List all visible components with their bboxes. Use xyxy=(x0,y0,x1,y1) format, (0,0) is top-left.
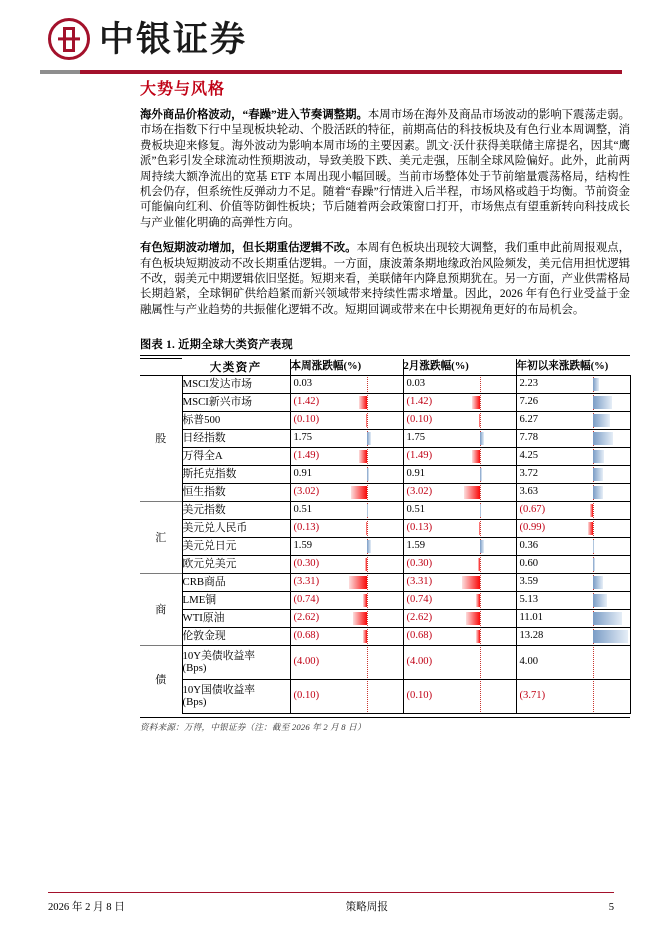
cell-value: 1.75 xyxy=(293,432,313,443)
asset-group-label: 股 xyxy=(155,433,167,445)
cell-bar-axis xyxy=(480,413,482,428)
asset-name: WTI原油 xyxy=(182,609,290,627)
cell-value: 0.51 xyxy=(293,504,313,515)
paragraph-2-lead: 有色短期波动增加，但长期重估逻辑不改。 xyxy=(140,242,357,255)
cell-bar-axis xyxy=(480,395,482,410)
cell-bar-axis xyxy=(480,557,482,572)
cell-value: 0.36 xyxy=(519,540,539,551)
cell-month-change xyxy=(403,501,516,519)
cell-week-change xyxy=(290,519,403,537)
cell-data-bar xyxy=(476,594,480,607)
cell-data-bar xyxy=(367,432,371,445)
asset-name: 美元兑日元 xyxy=(182,537,290,555)
cell-bar-axis xyxy=(367,449,369,464)
cell-bar-axis xyxy=(367,395,369,410)
cell-data-bar xyxy=(367,468,369,481)
cell-bar-axis xyxy=(480,377,482,392)
asset-name: LME铜 xyxy=(182,591,290,609)
cell-value: (0.74) xyxy=(293,594,320,605)
cell-data-bar xyxy=(363,594,367,607)
cell-value: 3.72 xyxy=(519,468,539,479)
cell-week-change xyxy=(290,591,403,609)
cell-bar-axis xyxy=(593,681,595,712)
cell-data-bar xyxy=(462,576,479,589)
cell-ytd-change xyxy=(516,519,630,537)
cell-value: (0.10) xyxy=(293,690,320,701)
cell-ytd-change xyxy=(516,465,630,483)
table-row xyxy=(140,501,630,519)
cell-bar-axis xyxy=(480,449,482,464)
cell-bar-axis xyxy=(593,647,595,678)
cell-month-change xyxy=(403,573,516,591)
cell-bar-axis xyxy=(480,629,482,644)
paragraph-1-lead: 海外商品价格波动，“春躁”进入节奏调整期。 xyxy=(140,109,368,121)
cell-value: (0.30) xyxy=(406,558,433,569)
asset-name: MSCI发达市场 xyxy=(182,375,290,393)
cell-month-change xyxy=(403,375,516,393)
table-row xyxy=(140,465,630,483)
cell-value: 0.60 xyxy=(519,558,539,569)
table-body xyxy=(140,375,630,713)
cell-ytd-change xyxy=(516,591,630,609)
exhibit-block xyxy=(140,336,630,733)
cell-value: (3.31) xyxy=(406,576,433,587)
cell-bar-axis xyxy=(480,647,482,678)
cell-week-change xyxy=(290,483,403,501)
cell-data-bar xyxy=(363,630,367,643)
asset-name: 10Y美债收益率 (Bps) xyxy=(182,645,290,679)
cell-month-change xyxy=(403,627,516,645)
cell-data-bar xyxy=(365,558,367,571)
table-row xyxy=(140,645,630,679)
cell-bar-axis xyxy=(367,557,369,572)
cell-month-change xyxy=(403,519,516,537)
col-header-month: 2月涨跌幅(%) xyxy=(403,359,516,376)
cell-month-change xyxy=(403,447,516,465)
brand-logo xyxy=(48,18,247,60)
cell-week-change xyxy=(290,555,403,573)
cell-value: 0.03 xyxy=(406,378,426,389)
cell-value: (0.10) xyxy=(293,414,320,425)
cell-data-bar xyxy=(593,486,602,499)
cell-week-change xyxy=(290,537,403,555)
cell-value: (3.71) xyxy=(519,690,546,701)
table-row xyxy=(140,591,630,609)
cell-data-bar xyxy=(466,612,480,625)
cell-month-change xyxy=(403,537,516,555)
cell-value: 0.51 xyxy=(406,504,426,515)
table-row xyxy=(140,573,630,591)
cell-value: 1.59 xyxy=(406,540,426,551)
cell-ytd-change xyxy=(516,537,630,555)
cell-ytd-change xyxy=(516,447,630,465)
cell-month-change xyxy=(403,679,516,713)
cell-bar-axis xyxy=(367,593,369,608)
cell-value: 6.27 xyxy=(519,414,539,425)
table-row xyxy=(140,375,630,393)
cell-value: 5.13 xyxy=(519,594,539,605)
cell-data-bar xyxy=(476,630,480,643)
cell-data-bar xyxy=(593,396,612,409)
header-rule-red xyxy=(80,70,622,74)
cell-data-bar xyxy=(359,450,367,463)
asset-name: 万得全A xyxy=(182,447,290,465)
table-row xyxy=(140,411,630,429)
cell-month-change xyxy=(403,465,516,483)
cell-value: 0.03 xyxy=(293,378,313,389)
cell-value: (1.49) xyxy=(293,450,320,461)
cell-value: 7.78 xyxy=(519,432,539,443)
cell-value: 4.00 xyxy=(519,656,539,667)
cell-week-change xyxy=(290,645,403,679)
col-header-asset-name: 大类资产 xyxy=(182,359,290,376)
cell-week-change xyxy=(290,429,403,447)
paragraph-2 xyxy=(140,241,630,318)
cell-data-bar xyxy=(479,522,480,535)
cell-value: 1.75 xyxy=(406,432,426,443)
footer-date: 2026 年 2 月 8 日 xyxy=(48,902,125,913)
cell-data-bar xyxy=(593,630,627,643)
cell-value: (3.31) xyxy=(293,576,320,587)
cell-ytd-change xyxy=(516,429,630,447)
asset-group-label: 债 xyxy=(140,645,182,713)
cell-bar-axis xyxy=(367,575,369,590)
cell-ytd-change xyxy=(516,609,630,627)
asset-name: 欧元兑美元 xyxy=(182,555,290,573)
footer-page: 5 xyxy=(608,902,614,913)
cell-month-change xyxy=(403,645,516,679)
asset-name: 美元指数 xyxy=(182,501,290,519)
cell-month-change xyxy=(403,429,516,447)
cell-data-bar xyxy=(590,504,594,517)
table-row xyxy=(140,519,630,537)
cell-value: (0.13) xyxy=(293,522,320,533)
cell-data-bar xyxy=(366,414,367,427)
cell-bar-axis xyxy=(367,681,369,712)
table-header xyxy=(140,359,630,376)
cell-data-bar xyxy=(478,558,480,571)
table-row xyxy=(140,393,630,411)
cell-week-change xyxy=(290,679,403,713)
cell-data-bar xyxy=(593,558,595,571)
cell-value: 7.26 xyxy=(519,396,539,407)
asset-name: 斯托克指数 xyxy=(182,465,290,483)
cell-data-bar xyxy=(464,486,480,499)
asset-name: 伦敦金现 xyxy=(182,627,290,645)
cell-bar-axis xyxy=(480,521,482,536)
cell-value: 0.91 xyxy=(293,468,313,479)
cell-data-bar xyxy=(367,504,368,517)
cell-ytd-change xyxy=(516,375,630,393)
asset-performance-table xyxy=(140,358,631,714)
cell-data-bar xyxy=(353,612,367,625)
cell-bar-axis xyxy=(593,521,595,536)
cell-value: (4.00) xyxy=(406,656,433,667)
cell-value: 4.25 xyxy=(519,450,539,461)
cell-month-change xyxy=(403,555,516,573)
cell-data-bar xyxy=(593,594,606,607)
table-row xyxy=(140,609,630,627)
cell-bar-axis xyxy=(480,485,482,500)
cell-data-bar xyxy=(593,576,602,589)
cell-week-change xyxy=(290,393,403,411)
cell-value: 1.59 xyxy=(293,540,313,551)
cell-ytd-change xyxy=(516,393,630,411)
cell-week-change xyxy=(290,627,403,645)
table-row xyxy=(140,627,630,645)
header-rule-grey xyxy=(40,70,80,74)
asset-name: 恒生指数 xyxy=(182,483,290,501)
cell-value: 2.23 xyxy=(519,378,539,389)
cell-week-change xyxy=(290,609,403,627)
asset-name: 美元兑人民币 xyxy=(182,519,290,537)
cell-bar-axis xyxy=(480,593,482,608)
table-row xyxy=(140,429,630,447)
cell-bar-axis xyxy=(593,503,595,518)
cell-value: (0.67) xyxy=(519,504,546,515)
cell-bar-axis xyxy=(367,629,369,644)
cell-month-change xyxy=(403,483,516,501)
cell-bar-axis xyxy=(480,575,482,590)
cell-bar-axis xyxy=(367,521,369,536)
cell-value: (0.30) xyxy=(293,558,320,569)
cell-bar-axis xyxy=(367,647,369,678)
cell-value: (0.99) xyxy=(519,522,546,533)
cell-bar-axis xyxy=(480,681,482,712)
cell-ytd-change xyxy=(516,411,630,429)
col-header-ytd: 年初以来涨跌幅(%) xyxy=(516,359,630,376)
cell-bar-axis xyxy=(480,611,482,626)
cell-data-bar xyxy=(480,468,482,481)
source-note: 资料来源：万得，中银证券（注：截至 2026 年 2 月 8 日） xyxy=(140,717,630,733)
cell-data-bar xyxy=(480,432,484,445)
cell-week-change xyxy=(290,501,403,519)
asset-name: 标普500 xyxy=(182,411,290,429)
cell-value: (4.00) xyxy=(293,656,320,667)
cell-week-change xyxy=(290,411,403,429)
article-body xyxy=(140,108,630,328)
cell-ytd-change xyxy=(516,573,630,591)
cell-month-change xyxy=(403,609,516,627)
col-header-week: 本周涨跌幅(%) xyxy=(290,359,403,376)
paragraph-2-text: 本周有色板块出现较大调整，我们重申此前周报观点，有色板块短期波动不改长期重估逻辑。一方面，康波萧条期地缘政治风险频发，美元信用担忧逻辑不改，弱美元中期逻辑依旧坚挺。短期来看，美联储年内降息预期犹在。另一方面，产业供需格局长期趋紧，全球铜矿供给趋紧而新兴领域带来持续性需求增量。因此，2026 年有色行业受益于金融属性与产业趋势的共振催化逻辑不改。短期回调或带来在中长期视角更好的布局机会。 xyxy=(140,242,630,316)
cell-value: 0.91 xyxy=(406,468,426,479)
cell-month-change xyxy=(403,591,516,609)
brand-name: 中银证券 xyxy=(99,18,248,60)
header-rule xyxy=(40,70,622,74)
cell-bar-axis xyxy=(367,485,369,500)
exhibit-title: 图表 1. 近期全球大类资产表现 xyxy=(140,336,630,356)
cell-ytd-change xyxy=(516,627,630,645)
cell-ytd-change xyxy=(516,645,630,679)
cell-data-bar xyxy=(359,396,366,409)
cell-ytd-change xyxy=(516,679,630,713)
cell-bar-axis xyxy=(367,611,369,626)
cell-data-bar xyxy=(588,522,593,535)
cell-value: (0.68) xyxy=(293,630,320,641)
cell-month-change xyxy=(403,411,516,429)
page-footer xyxy=(48,892,614,914)
cell-data-bar xyxy=(593,468,603,481)
asset-name: CRB商品 xyxy=(182,573,290,591)
cell-data-bar xyxy=(480,504,481,517)
cell-value: (3.02) xyxy=(293,486,320,497)
cell-week-change xyxy=(290,465,403,483)
cell-value: 3.59 xyxy=(519,576,539,587)
cell-ytd-change xyxy=(516,501,630,519)
cell-value: (1.42) xyxy=(293,396,320,407)
cell-value: (0.13) xyxy=(406,522,433,533)
cell-value: 11.01 xyxy=(519,612,543,623)
cell-data-bar xyxy=(593,540,594,553)
table-header-row xyxy=(140,359,630,376)
cell-week-change xyxy=(290,573,403,591)
cell-data-bar xyxy=(351,486,367,499)
cell-bar-axis xyxy=(367,413,369,428)
asset-name: 10Y国债收益率 (Bps) xyxy=(182,679,290,713)
cell-week-change xyxy=(290,447,403,465)
cell-value: (0.10) xyxy=(406,414,433,425)
page-header xyxy=(0,0,662,92)
cell-data-bar xyxy=(472,396,479,409)
cell-bar-axis xyxy=(367,377,369,392)
cell-value: (2.62) xyxy=(293,612,320,623)
cell-value: (0.68) xyxy=(406,630,433,641)
cell-week-change xyxy=(290,375,403,393)
table-row xyxy=(140,679,630,713)
cell-month-change xyxy=(403,393,516,411)
cell-data-bar xyxy=(472,450,480,463)
paragraph-1-text: 本周市场在海外及商品市场波动的影响下震荡走弱。市场在指数下行中呈现板块轮动、个股活跃的特征，前期高估的科技板块及有色行业本周调整，消费板块迎来修复。海外波动为影响本周市场的主要因素。凯文·沃什获得美联储主席提名，因其“鹰派”色彩引发全球流动性预期波动，导致美股下跌、美元走强，压制全球风险偏好。此外，此前两周持续大额净流出的宽基 ETF 本周出现小幅回暖。当前市场整体处于节前缩量震荡格局，结构性机会仍存，但系统性反弹动力不足。随着“春躁”行情进入后半程，市场风格或趋于均衡。节前资金可能偏向红利、价值等防御性板块；节后随着两会政策窗口打开，市场焦点有望重新转向科技成长与产业催化明确的高弹性方向。 xyxy=(140,109,630,229)
cell-data-bar xyxy=(367,540,371,553)
cell-data-bar xyxy=(349,576,366,589)
cell-data-bar xyxy=(366,522,367,535)
cell-value: (0.10) xyxy=(406,690,433,701)
cell-data-bar xyxy=(479,414,480,427)
cell-data-bar xyxy=(593,414,609,427)
cell-value: (2.62) xyxy=(406,612,433,623)
group-col-header xyxy=(140,359,182,376)
cell-value: 3.63 xyxy=(519,486,539,497)
table-row xyxy=(140,447,630,465)
table-row xyxy=(140,555,630,573)
cell-data-bar xyxy=(593,612,621,625)
cell-ytd-change xyxy=(516,483,630,501)
table-row xyxy=(140,537,630,555)
asset-group-label: 汇 xyxy=(140,501,182,573)
table-row xyxy=(140,483,630,501)
cell-value: (3.02) xyxy=(406,486,433,497)
cell-value: (0.74) xyxy=(406,594,433,605)
cell-ytd-change xyxy=(516,555,630,573)
page-title: 大势与风格 xyxy=(140,81,226,98)
asset-name: 日经指数 xyxy=(182,429,290,447)
cell-data-bar xyxy=(480,540,484,553)
boc-circle-logo-icon xyxy=(48,18,90,60)
cell-value: (1.42) xyxy=(406,396,433,407)
paragraph-1 xyxy=(140,108,630,231)
asset-name: MSCI新兴市场 xyxy=(182,393,290,411)
asset-group-label: 商 xyxy=(140,573,182,645)
cell-data-bar xyxy=(593,432,613,445)
cell-data-bar xyxy=(593,378,599,391)
cell-data-bar xyxy=(593,450,604,463)
cell-value: (1.49) xyxy=(406,450,433,461)
footer-doc-type: 策略周报 xyxy=(345,902,388,913)
cell-value: 13.28 xyxy=(519,630,544,641)
